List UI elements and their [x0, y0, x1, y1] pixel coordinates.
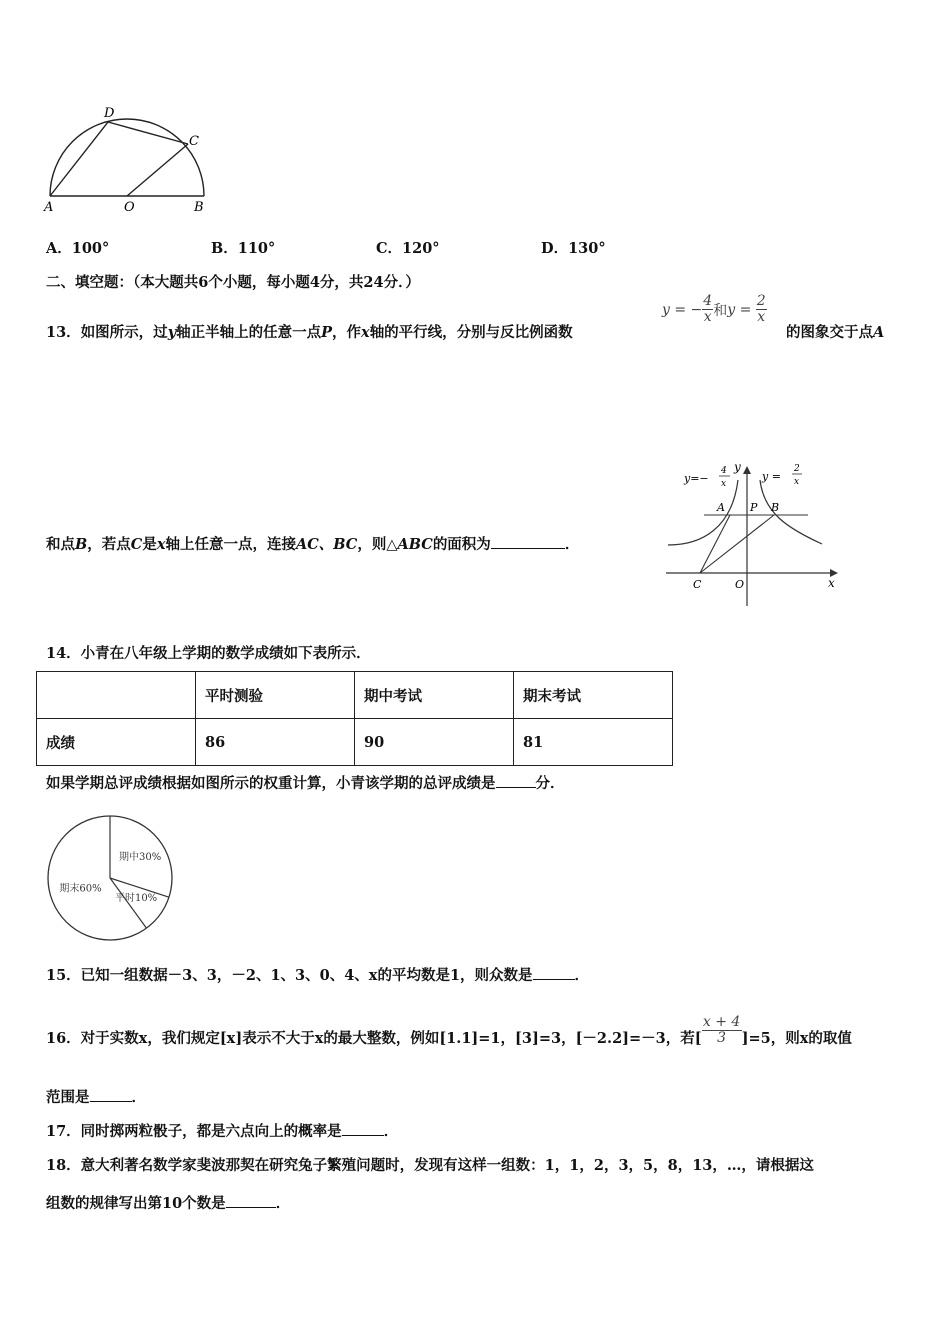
q13-text-2: 轴正半轴上的任意一点: [176, 324, 322, 341]
formula2-prefix: y =: [727, 301, 756, 318]
q14-pie-chart: [44, 812, 176, 944]
q12-option-c: C．120°: [376, 240, 440, 257]
q18-line2-text: 组数的规律写出第10个数是: [46, 1195, 226, 1212]
q16-fraction: [702, 1015, 742, 1047]
q18-line1: 18．意大利著名数学家斐波那契在研究兔子繁殖问题时，发现有这样一组数：1，1，2，3，5，8，13，…，请根据这: [46, 1157, 814, 1174]
q13-text-4: 轴的平行线，分别与反比例函数: [369, 324, 573, 341]
chord-dc: [108, 122, 188, 144]
table-cell: 成绩: [37, 719, 196, 766]
q13-var-a: A: [873, 324, 885, 341]
graph-c-label: C: [693, 578, 702, 591]
y-axis-arrow: [743, 466, 751, 474]
formula-connector: 和: [713, 302, 728, 319]
segment-ac: [700, 515, 730, 573]
q12-option-d: D．130°: [541, 240, 606, 257]
q13-l2-text-5: ，则△: [357, 536, 398, 553]
q15-end: ．: [574, 967, 590, 984]
formula2-fraction: [756, 294, 767, 326]
table-header-cell: 期末考试: [514, 672, 673, 719]
q13-l2-var-x: x: [156, 536, 166, 553]
graph-label-left-prefix: y=−: [684, 472, 709, 485]
q14-question-text: 如果学期总评成绩根据如图所示的权重计算，小青该学期的总评成绩是: [46, 775, 496, 792]
q16-line2-text: 范围是: [46, 1089, 90, 1106]
q13-var-b: B: [75, 536, 88, 553]
graph-y-label: y: [734, 460, 741, 474]
q16-frac-den: 3: [717, 1030, 727, 1047]
label-o: O: [124, 200, 135, 215]
q16-line2: [46, 1086, 146, 1107]
q14-score-table: [36, 671, 673, 766]
q13-l2-text-4: 轴上任意一点，连接: [165, 536, 296, 553]
q13-line1-end: [786, 321, 884, 342]
q17-end: ．: [383, 1123, 399, 1140]
q16-frac-num: x + 4: [702, 1014, 741, 1030]
formula2-num: 2: [756, 293, 766, 309]
pie-slice-label: 平时10%: [114, 892, 158, 904]
formula1-num: 4: [703, 293, 713, 309]
label-b: B: [194, 200, 204, 215]
label-a: A: [44, 200, 54, 215]
q13-line2: [46, 533, 579, 554]
q14-answer-blank[interactable]: [496, 773, 536, 788]
graph-label-left-num: 4: [721, 466, 727, 476]
pie-slice-label: 期中30%: [118, 852, 162, 864]
segment-bc: [700, 515, 774, 573]
q18-line2-end: ．: [275, 1195, 291, 1212]
table-cell: 90: [355, 719, 514, 766]
curve-left: [668, 480, 738, 545]
q16-line1: [46, 1014, 852, 1055]
q13-var-p: P: [321, 324, 333, 341]
formula1-fraction: [702, 294, 713, 326]
q12-option-a: A．100°: [46, 240, 110, 257]
q15-answer-blank[interactable]: [533, 965, 575, 980]
table-header-cell: 期中考试: [355, 672, 514, 719]
q16-text-after: ]=5，则x的取值: [741, 1029, 852, 1047]
graph-label-left-den: x: [721, 479, 727, 489]
segment-oc: [127, 144, 188, 196]
q13-text-5: 的图象交于点: [786, 324, 873, 341]
q13-l2-end: ．: [564, 536, 580, 553]
q12-semicircle-figure: [40, 104, 212, 216]
q13-l2-text-3: 是: [142, 536, 157, 553]
table-row: [37, 719, 673, 766]
graph-o-label: O: [735, 578, 745, 591]
label-d: D: [104, 106, 115, 121]
table-cell: 81: [514, 719, 673, 766]
q16-answer-blank[interactable]: [90, 1087, 132, 1102]
formula2-den: x: [757, 309, 766, 326]
q13-var-y: y: [167, 324, 177, 341]
curve-right: [760, 480, 822, 544]
graph-label-right-num: 2: [794, 464, 800, 474]
graph-b-label: B: [771, 501, 780, 514]
q18-line2: [46, 1192, 290, 1213]
q17-line: [46, 1120, 398, 1141]
graph-a-label: A: [717, 501, 725, 514]
q14-question: [46, 772, 565, 793]
formula1-prefix: y = −: [662, 301, 703, 318]
q18-answer-blank[interactable]: [226, 1193, 276, 1208]
table-header-cell: [37, 672, 196, 719]
q13-l2-text-2: ，若点: [87, 536, 131, 553]
q15-line: [46, 964, 589, 985]
q15-text: 15．已知一组数据－3、3，－2、1、3、0、4、x的平均数是1，则众数是: [46, 967, 533, 984]
graph-label-right-prefix: y =: [762, 470, 781, 483]
table-cell: 86: [196, 719, 355, 766]
graph-label-right-den: x: [794, 477, 800, 487]
q14-question-end: 分．: [535, 775, 565, 792]
q13-var-c: C: [130, 536, 143, 553]
table-header-row: [37, 672, 673, 719]
q17-text: 17．同时掷两粒骰子，都是六点向上的概率是: [46, 1123, 342, 1140]
q17-answer-blank[interactable]: [342, 1121, 384, 1136]
q13-abc: ABC: [397, 536, 433, 553]
section-heading: 二、填空题：（本大题共6个小题，每小题4分，共24分．）: [46, 274, 420, 291]
q16-text-before: 16．对于实数x，我们规定[x]表示不大于x的最大整数，例如[1.1]=1，[3]=3，[－2.2]=－3，若[: [46, 1029, 702, 1047]
q13-number: 13．: [46, 324, 81, 341]
q13-formula: [662, 294, 767, 326]
label-c: C: [189, 134, 199, 149]
q13-l2-text-1: 和点: [46, 536, 75, 553]
formula1-den: x: [703, 309, 712, 326]
pie-slice-label: 期末60%: [59, 883, 102, 895]
q13-ac-bc: AC、BC: [295, 536, 358, 553]
graph-p-label: P: [750, 501, 758, 514]
semicircle-arc: [50, 119, 204, 196]
q13-answer-blank[interactable]: [491, 534, 565, 549]
q13-line1: [46, 321, 573, 342]
q16-line2-end: ．: [131, 1089, 146, 1106]
q13-graph: [662, 458, 842, 608]
q14-intro: 14．小青在八年级上学期的数学成绩如下表所示．: [46, 645, 371, 662]
q13-l2-text-6: 的面积为: [432, 536, 491, 553]
q13-text-1: 如图所示，过: [80, 324, 168, 341]
graph-x-label: x: [828, 576, 835, 590]
q13-var-x: x: [361, 324, 370, 341]
q12-option-b: B．110°: [211, 240, 276, 257]
table-header-cell: 平时测验: [196, 672, 355, 719]
q13-text-3: ，作: [332, 324, 362, 341]
